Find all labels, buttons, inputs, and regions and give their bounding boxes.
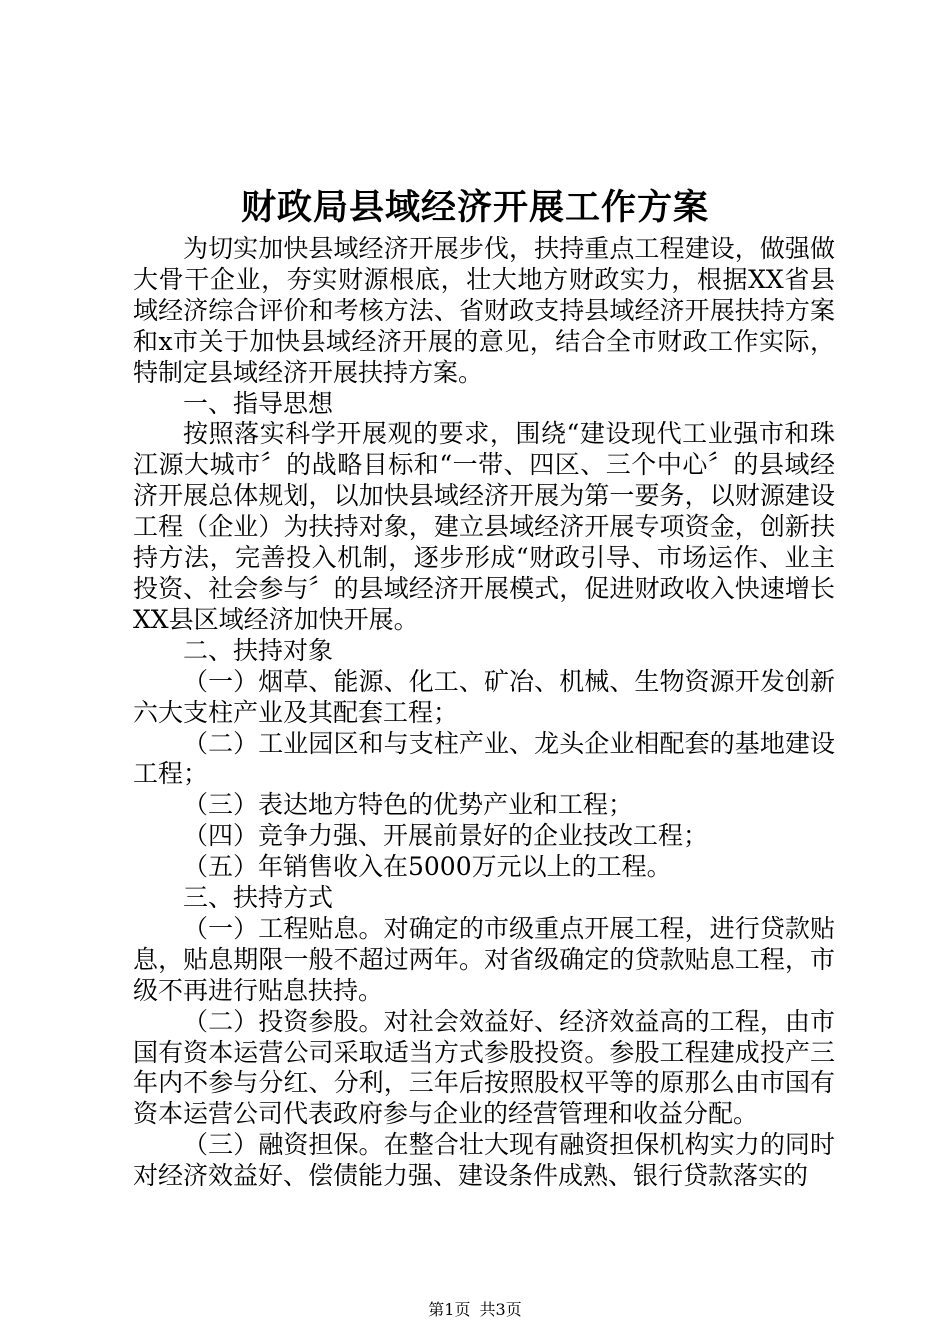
section-heading-support-methods: 三、扶持方式 [183, 883, 334, 913]
support-method-item-1: （一）工程贴息。对确定的市级重点开展工程，进行贷款贴息，贴息期限一般不超过两年。对省级确定的贷款贴息工程，市级不再进行贴息扶持。 [133, 913, 835, 1005]
document-title: 财政局县域经济开展工作方案 [240, 187, 709, 228]
page-number: 第1页 [428, 1300, 471, 1319]
support-target-item-5: （五）年销售收入在5000万元以上的工程。 [183, 852, 672, 882]
guiding-ideology-paragraph: 按照落实科学开展观的要求，围绕“建设现代工业强市和珠江源大城市〞的战略目标和“一带、四区、三个中心〞的县域经济开展总体规划，以加快县域经济开展为第一要务，以财源建设工程（企业）为扶持对象，建立县域经济开展专项资金，创新扶持方法，完善投入机制，逐步形成“财政引导、市场运作、业主投资、社会参与〞的县域经济开展模式，促进财政收入快速增长XX县区域经济加快开展。 [133, 419, 835, 634]
support-method-item-3: （三）融资担保。在整合壮大现有融资担保机构实力的同时对经济效益好、偿债能力强、建设条件成熟、银行贷款落实的 [133, 1130, 835, 1191]
support-target-item-4: （四）竞争力强、开展前景好的企业技改工程； [183, 821, 709, 851]
section-heading-guiding-ideology: 一、指导思想 [183, 388, 334, 418]
support-target-item-3: （三）表达地方特色的优势产业和工程； [183, 790, 634, 820]
intro-paragraph: 为切实加快县域经济开展步伐，扶持重点工程建设，做强做大骨干企业，夯实财源根底，壮大地方财政实力，根据XX省县域经济综合评价和考核方法、省财政支持县域经济开展扶持方案和x市关于加快县域经济开展的意见，结合全市财政工作实际，特制定县域经济开展扶持方案。 [133, 234, 835, 387]
support-method-item-2: （二）投资参股。对社会效益好、经济效益高的工程，由市国有资本运营公司采取适当方式参股投资。参股工程建成投产三年内不参与分红、分利，三年后按照股权平等的原那么由市国有资本运营公司代表政府参与企业的经营管理和收益分配。 [133, 1006, 835, 1129]
page-total: 共3页 [479, 1300, 522, 1319]
page-footer [0, 1300, 950, 1320]
support-target-item-1: （一）烟草、能源、化工、矿冶、机械、生物资源开发创新六大支柱产业及其配套工程； [133, 666, 835, 727]
document-body [133, 234, 835, 1192]
support-target-item-2: （二）工业园区和与支柱产业、龙头企业相配套的基地建设工程； [133, 728, 835, 789]
section-heading-support-targets: 二、扶持对象 [183, 635, 334, 665]
